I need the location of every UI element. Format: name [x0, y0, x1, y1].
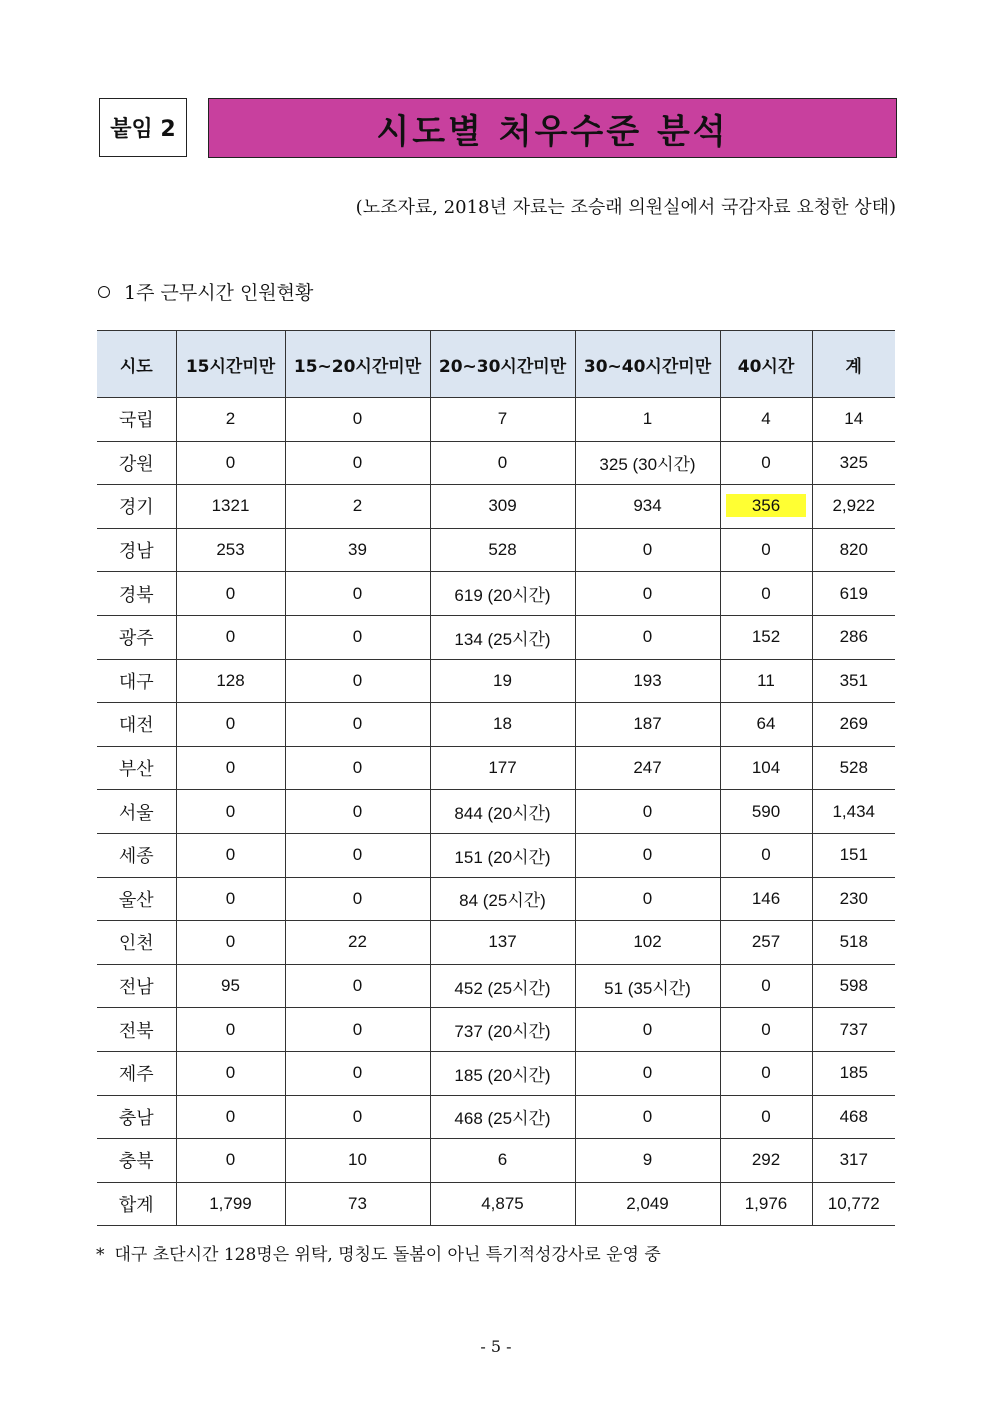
- value-cell: 84 (25시간): [430, 877, 575, 921]
- value-cell: 187: [575, 703, 720, 747]
- value-cell: 1321: [176, 485, 285, 529]
- table-row: [97, 615, 895, 659]
- attachment-label: [99, 98, 187, 157]
- column-header: 시도: [97, 331, 176, 398]
- value-cell: 0: [176, 833, 285, 877]
- value-cell: 528: [430, 528, 575, 572]
- value-cell: 309: [430, 485, 575, 529]
- value-cell: 257: [720, 921, 812, 965]
- value-cell: 351: [812, 659, 895, 703]
- value-cell: 39: [285, 528, 430, 572]
- region-cell: 서울: [97, 790, 176, 834]
- value-cell: 193: [575, 659, 720, 703]
- value-cell: 0: [176, 1051, 285, 1095]
- section-heading-text: 1주 근무시간 인원현황: [124, 282, 314, 304]
- value-cell: 0: [285, 746, 430, 790]
- value-cell: 134 (25시간): [430, 615, 575, 659]
- value-cell: 64: [720, 703, 812, 747]
- region-cell: 부산: [97, 746, 176, 790]
- source-note: (노조자료, 2018년 자료는 조승래 의원실에서 국감자료 요청한 상태): [355, 197, 896, 218]
- value-cell: 0: [720, 441, 812, 485]
- value-cell: 1,434: [812, 790, 895, 834]
- region-cell: 합계: [97, 1182, 176, 1226]
- value-cell: 1: [575, 398, 720, 442]
- table-row: [97, 1051, 895, 1095]
- document-title-text: 시도별 처우수준 분석: [376, 111, 729, 152]
- column-header: 40시간: [720, 331, 812, 398]
- value-cell: 844 (20시간): [430, 790, 575, 834]
- value-cell: 0: [176, 1008, 285, 1052]
- region-cell: 국립: [97, 398, 176, 442]
- value-cell: 7: [430, 398, 575, 442]
- table-row: [97, 1139, 895, 1183]
- table-row: [97, 877, 895, 921]
- region-cell: 대전: [97, 703, 176, 747]
- value-cell: 0: [575, 1008, 720, 1052]
- value-cell: 185: [812, 1051, 895, 1095]
- value-cell: 0: [176, 746, 285, 790]
- value-cell: 619: [812, 572, 895, 616]
- value-cell: 317: [812, 1139, 895, 1183]
- value-cell: 0: [720, 572, 812, 616]
- value-cell: 325: [812, 441, 895, 485]
- value-cell: 325 (30시간): [575, 441, 720, 485]
- value-cell: 128: [176, 659, 285, 703]
- region-cell: 전북: [97, 1008, 176, 1052]
- region-cell: 충남: [97, 1095, 176, 1139]
- value-cell: 286: [812, 615, 895, 659]
- value-cell: 0: [176, 1139, 285, 1183]
- region-cell: 경남: [97, 528, 176, 572]
- value-cell: 590: [720, 790, 812, 834]
- value-cell: 1,976: [720, 1182, 812, 1226]
- value-cell: 468: [812, 1095, 895, 1139]
- value-cell: 0: [176, 572, 285, 616]
- value-cell: 934: [575, 485, 720, 529]
- value-cell: 4: [720, 398, 812, 442]
- table-row: [97, 398, 895, 442]
- table-row: [97, 833, 895, 877]
- value-cell: 0: [575, 833, 720, 877]
- value-cell: 468 (25시간): [430, 1095, 575, 1139]
- column-header: 계: [812, 331, 895, 398]
- value-cell: 0: [720, 1051, 812, 1095]
- table-row: [97, 485, 895, 529]
- section-heading: [98, 278, 313, 305]
- region-cell: 광주: [97, 615, 176, 659]
- value-cell: 0: [575, 790, 720, 834]
- value-cell: 0: [285, 964, 430, 1008]
- value-cell: 2,049: [575, 1182, 720, 1226]
- region-cell: 대구: [97, 659, 176, 703]
- column-header: 15시간미만: [176, 331, 285, 398]
- value-cell: 0: [575, 877, 720, 921]
- table-row: [97, 572, 895, 616]
- value-cell: 0: [285, 1051, 430, 1095]
- value-cell: 0: [285, 790, 430, 834]
- region-cell: 인천: [97, 921, 176, 965]
- region-cell: 제주: [97, 1051, 176, 1095]
- attachment-label-text: 붙임 2: [110, 117, 176, 142]
- region-cell: 경기: [97, 485, 176, 529]
- column-header: 30~40시간미만: [575, 331, 720, 398]
- value-cell: 6: [430, 1139, 575, 1183]
- value-cell: 4,875: [430, 1182, 575, 1226]
- value-cell: 0: [575, 528, 720, 572]
- value-cell: 292: [720, 1139, 812, 1183]
- value-cell: 0: [720, 1008, 812, 1052]
- footnote-text: 대구 초단시간 128명은 위탁, 명칭도 돌봄이 아닌 특기적성강사로 운영 중: [114, 1245, 661, 1265]
- value-cell: 11: [720, 659, 812, 703]
- value-cell: 737: [812, 1008, 895, 1052]
- value-cell: 0: [285, 572, 430, 616]
- value-cell: 737 (20시간): [430, 1008, 575, 1052]
- value-cell: 104: [720, 746, 812, 790]
- footnote: [96, 1240, 661, 1265]
- value-cell: 177: [430, 746, 575, 790]
- value-cell: 820: [812, 528, 895, 572]
- value-cell: 2,922: [812, 485, 895, 529]
- value-cell: 0: [176, 790, 285, 834]
- value-cell: 95: [176, 964, 285, 1008]
- value-cell: 102: [575, 921, 720, 965]
- value-cell: 0: [285, 1008, 430, 1052]
- value-cell: 0: [285, 441, 430, 485]
- region-cell: 강원: [97, 441, 176, 485]
- table-row: [97, 1008, 895, 1052]
- value-cell: 269: [812, 703, 895, 747]
- value-cell: 0: [176, 615, 285, 659]
- region-cell: 울산: [97, 877, 176, 921]
- value-cell: 528: [812, 746, 895, 790]
- highlighted-value: 356: [726, 494, 806, 517]
- value-cell: 0: [285, 615, 430, 659]
- table-row: [97, 746, 895, 790]
- value-cell: 0: [575, 1095, 720, 1139]
- value-cell: 0: [176, 1095, 285, 1139]
- value-cell: 1,799: [176, 1182, 285, 1226]
- value-cell: [720, 485, 812, 529]
- value-cell: 18: [430, 703, 575, 747]
- value-cell: 230: [812, 877, 895, 921]
- table-header-row: [97, 331, 895, 398]
- value-cell: 0: [720, 964, 812, 1008]
- value-cell: 2: [176, 398, 285, 442]
- table-row: [97, 1182, 895, 1226]
- value-cell: 0: [575, 1051, 720, 1095]
- value-cell: 0: [176, 703, 285, 747]
- value-cell: 598: [812, 964, 895, 1008]
- value-cell: 0: [430, 441, 575, 485]
- value-cell: 0: [176, 441, 285, 485]
- value-cell: 19: [430, 659, 575, 703]
- value-cell: 0: [285, 833, 430, 877]
- table-row: [97, 921, 895, 965]
- value-cell: 518: [812, 921, 895, 965]
- value-cell: 452 (25시간): [430, 964, 575, 1008]
- value-cell: 14: [812, 398, 895, 442]
- value-cell: 0: [285, 877, 430, 921]
- table-row: [97, 703, 895, 747]
- table-row: [97, 441, 895, 485]
- table-row: [97, 1095, 895, 1139]
- value-cell: 0: [720, 833, 812, 877]
- value-cell: 0: [285, 398, 430, 442]
- value-cell: 151 (20시간): [430, 833, 575, 877]
- value-cell: 0: [285, 703, 430, 747]
- value-cell: 152: [720, 615, 812, 659]
- value-cell: 9: [575, 1139, 720, 1183]
- table-row: [97, 528, 895, 572]
- value-cell: 22: [285, 921, 430, 965]
- column-header: 15~20시간미만: [285, 331, 430, 398]
- value-cell: 0: [285, 659, 430, 703]
- circle-bullet-icon: [98, 286, 110, 298]
- value-cell: 146: [720, 877, 812, 921]
- table-row: [97, 964, 895, 1008]
- value-cell: 73: [285, 1182, 430, 1226]
- region-cell: 전남: [97, 964, 176, 1008]
- value-cell: 253: [176, 528, 285, 572]
- page-number: - 5 -: [480, 1337, 512, 1356]
- footnote-marker: *: [96, 1245, 105, 1265]
- value-cell: 151: [812, 833, 895, 877]
- work-hours-table: [97, 330, 895, 1226]
- value-cell: 10: [285, 1139, 430, 1183]
- value-cell: 0: [575, 572, 720, 616]
- value-cell: 0: [176, 921, 285, 965]
- table-body: [97, 398, 895, 1226]
- region-cell: 충북: [97, 1139, 176, 1183]
- document-title: [208, 98, 897, 158]
- value-cell: 619 (20시간): [430, 572, 575, 616]
- value-cell: 185 (20시간): [430, 1051, 575, 1095]
- table-row: [97, 659, 895, 703]
- value-cell: 137: [430, 921, 575, 965]
- value-cell: 51 (35시간): [575, 964, 720, 1008]
- value-cell: 0: [575, 615, 720, 659]
- column-header: 20~30시간미만: [430, 331, 575, 398]
- value-cell: 247: [575, 746, 720, 790]
- value-cell: 0: [720, 528, 812, 572]
- table-row: [97, 790, 895, 834]
- value-cell: 0: [176, 877, 285, 921]
- region-cell: 세종: [97, 833, 176, 877]
- value-cell: 0: [720, 1095, 812, 1139]
- value-cell: 10,772: [812, 1182, 895, 1226]
- value-cell: 0: [285, 1095, 430, 1139]
- value-cell: 2: [285, 485, 430, 529]
- region-cell: 경북: [97, 572, 176, 616]
